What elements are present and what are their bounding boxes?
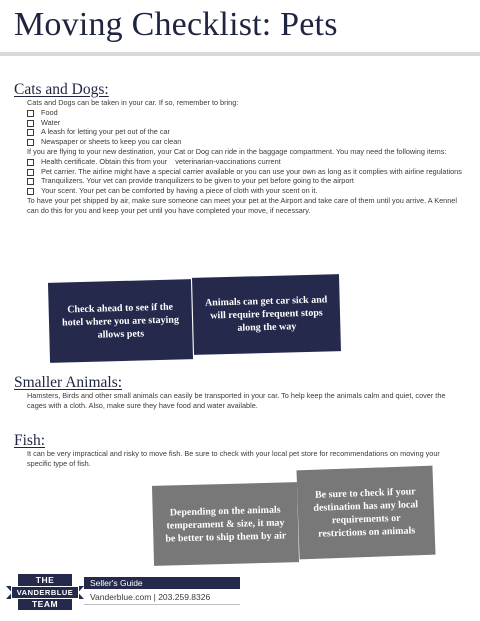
list-item-text: Newspaper or sheets to keep you car clean — [41, 137, 182, 147]
flying-intro: If you are flying to your new destination, your Cat or Dog can ride in the baggage compartment. You may need the following items: — [27, 146, 447, 156]
checkbox-icon — [27, 139, 34, 146]
list-item-text: Water — [41, 117, 61, 127]
list-item-text: Pet carrier. The airline might have a special carrier available or you can use your own as long as it complies with airline regulations — [41, 166, 462, 176]
logo-line-2: VANDERBLUE — [16, 587, 74, 597]
list-item-text: Tranquilizers. Your vet can provide tranquilizers to be given to your pet before going to the airport — [41, 176, 354, 186]
cats-dogs-section — [14, 81, 466, 216]
list-item-text: A leash for letting your pet out of the car — [41, 127, 170, 137]
list-item — [27, 127, 466, 137]
list-item-text: Health certificate. Obtain this from your veterinarian-vaccinations current — [41, 156, 281, 166]
checkbox-icon — [27, 188, 34, 195]
list-item — [27, 108, 466, 118]
list-item — [27, 118, 466, 128]
logo-line-3: TEAM — [31, 599, 59, 609]
callout-ship-by-air: Depending on the animals temperament & size, it may be better to ship them by air — [152, 482, 299, 566]
small-animals-text: Hamsters, Birds and other small animals can easily be transported in your car. To help keep the animals calm and quiet, cover the cages with a cloth. Also, make sure they have food and water available. — [27, 391, 446, 410]
cats-dogs-heading: Cats and Dogs: — [14, 81, 109, 98]
fish-heading: Fish: — [14, 432, 46, 449]
fish-section — [14, 432, 466, 469]
cats-dogs-intro: Cats and Dogs can be taken in your car. If so, remember to bring: — [27, 98, 239, 107]
callout-hotel: Check ahead to see if the hotel where you are staying allows pets — [48, 279, 193, 363]
list-item — [27, 137, 466, 147]
callout-destination-rules: Be sure to check if your destination has any local requirements or restrictions on animals — [296, 466, 435, 560]
vanderblue-logo — [6, 573, 84, 611]
small-animals-heading: Smaller Animals: — [14, 374, 123, 391]
logo-line-1: THE — [35, 575, 55, 585]
checkbox-icon — [27, 129, 34, 136]
flying-items-list — [14, 157, 466, 196]
list-item — [27, 186, 466, 196]
title-divider — [0, 52, 480, 56]
footer-divider — [84, 604, 240, 605]
list-item — [27, 167, 466, 177]
footer-contact: Vanderblue.com | 203.259.8326 — [90, 592, 211, 602]
checkbox-icon — [27, 120, 34, 127]
small-animals-section — [14, 374, 466, 411]
list-item — [27, 176, 466, 186]
list-item-text: Food — [41, 107, 58, 117]
car-items-list — [14, 108, 466, 147]
list-item — [27, 157, 466, 167]
list-item-text: Your scent. Your pet can be comforted by having a piece of cloth with your scent on it. — [41, 186, 318, 196]
checkbox-icon — [27, 159, 34, 166]
checkbox-icon — [27, 178, 34, 185]
checkbox-icon — [27, 110, 34, 117]
fish-text: It can be very impractical and risky to move fish. Be sure to check with your local pet store for recommendations on moving your specific type of fish. — [27, 449, 440, 468]
checkbox-icon — [27, 169, 34, 176]
sellers-guide-bar: Seller's Guide — [84, 577, 240, 589]
shipping-text: To have your pet shipped by air, make sure someone can meet your pet at the Airport and take care of them until you arrive. A Kennel can do this for you and keep your pet until you have completed your move, if necessary. — [27, 195, 457, 215]
callout-car-sick: Animals can get car sick and will require frequent stops along the way — [192, 274, 341, 355]
page-title: Moving Checklist: Pets — [14, 6, 338, 43]
